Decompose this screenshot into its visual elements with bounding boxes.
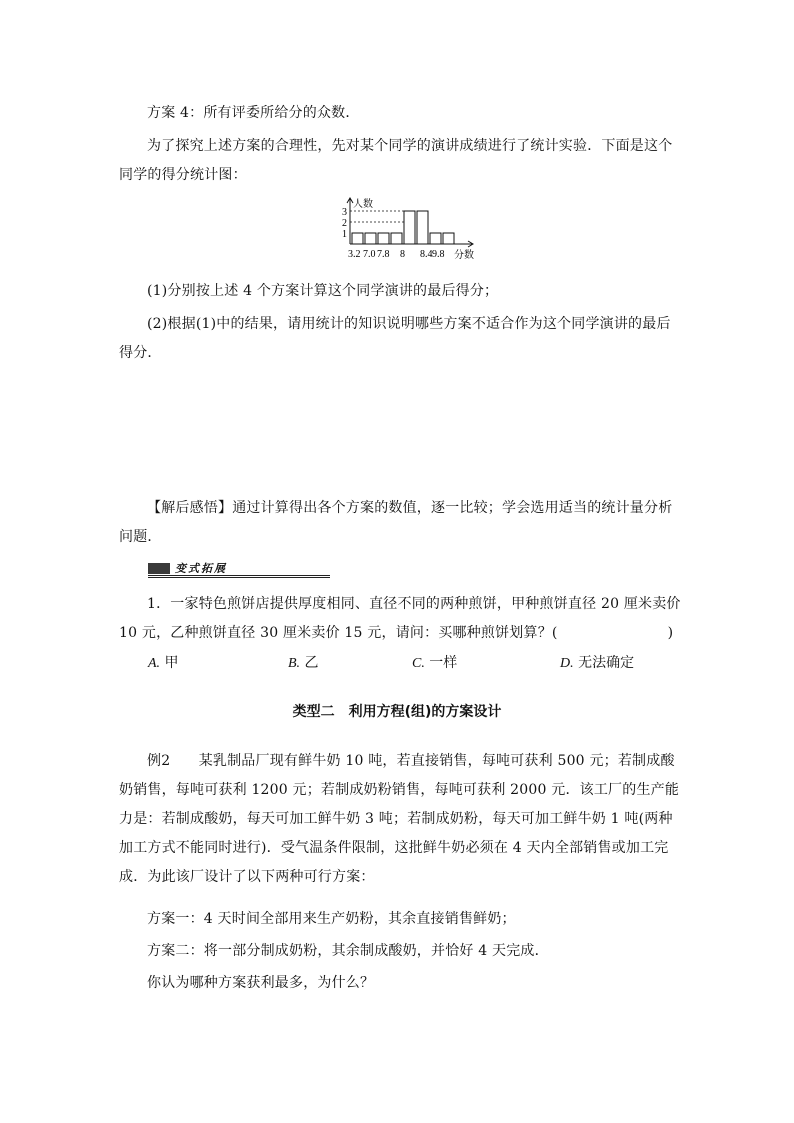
bar [443,233,454,244]
type2-heading: 类型二 利用方程(组)的方案设计 [292,704,502,720]
reflection-paragraph: 【解后感悟】通过计算得出各个方案的数值，逐一比较；学会选用适当的统计量分析问题． [119,500,673,545]
section-block [148,563,170,574]
option-a-letter: A. [148,656,161,671]
y-tick-label: 3 [342,207,347,218]
option-a [148,652,179,672]
y-tick-label: 1 [342,229,347,240]
x-tick-label: 7.0 [363,249,376,260]
plan4-text: 方案 4：所有评委所给分的众数． [147,105,360,121]
x-tick-label: 3.2 [348,249,361,260]
bar [404,211,415,244]
final-question: 你认为哪种方案获利最多，为什么？ [147,975,375,991]
exercise-1-options [148,652,688,676]
bar [378,233,389,244]
x-tick-label: 8.4 [420,249,433,260]
scheme-1: 方案一：4 天时间全部用来生产奶粉，其余直接销售鲜奶； [147,911,516,927]
x-tick-label: 8 [400,249,405,260]
scheme-2: 方案二：将一部分制成奶粉，其余制成酸奶，并恰好 4 天完成． [147,943,549,959]
option-a-text: 甲 [164,655,179,671]
section-label: 变式拓展 [175,562,227,575]
question-2: (2)根据(1)中的结果，请用统计的知识说明哪些方案不适合作为这个同学演讲的最后得分． [119,316,671,361]
option-c-text: 一样 [429,655,458,671]
exercise-1-text: 1．一家特色煎饼店提供厚度相同、直径不同的两种煎饼，甲种煎饼直径 20 厘米卖价 10 元，乙种煎饼直径 30 厘米卖价 15 元，请问：买哪种煎饼划算？( [119,596,681,641]
bar [391,233,402,244]
exercise-1 [119,590,684,648]
option-c [412,652,457,672]
x-tick-label: 7.8 [377,249,390,260]
option-c-letter: C. [412,656,425,671]
x-axis-label: 分数 [454,250,474,261]
y-tick-label: 2 [342,218,347,229]
option-b-letter: B. [288,656,301,671]
bar [352,233,363,244]
intro-paragraph: 为了探究上述方案的合理性，先对某个同学的演讲成绩进行了统计实验．下面是这个同学的得分统计图： [119,138,673,183]
score-chart-svg [330,195,490,265]
option-d-letter: D. [560,656,574,671]
example-2-paragraph: 例2 某乳制品厂现有鲜牛奶 10 吨，若直接销售，每吨可获利 500 元；若制成酸奶销售，每吨可获利 1200 元；若制成奶粉销售，每吨可获利 2000 元．该工厂的生产能力是：若制成酸奶，每天可加工鲜牛奶 3 吨；若制成奶粉，每天可加工鲜牛奶 1 吨(两种加工方式不能同时进行)．受气温条件限制，这批鲜牛奶必须在 4 天内全部销售或加工完成．为此该厂设计了以下两种可行方案： [119,753,680,885]
option-b [288,652,319,672]
section-rule-2 [148,577,330,578]
y-axis-label: 人数 [353,199,373,210]
section-header-bar [148,562,330,578]
option-d [560,652,634,672]
x-tick-label: 9.8 [432,249,445,260]
bar [417,211,428,244]
question-1: (1)分别按上述 4 个方案计算这个同学演讲的最后得分； [147,283,499,299]
option-d-text: 无法确定 [578,655,635,671]
bar [365,233,376,244]
score-chart [330,195,490,265]
option-b-text: 乙 [304,655,319,671]
bar [430,233,441,244]
section-rule [148,575,330,576]
exercise-1-close: ) [667,625,674,641]
